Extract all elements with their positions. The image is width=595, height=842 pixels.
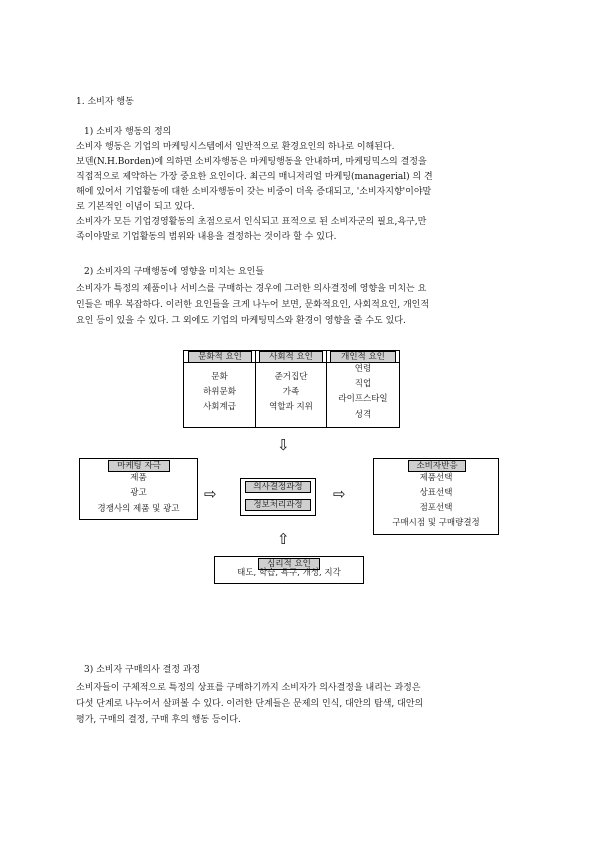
social-factor-header: 사회적 요인 — [259, 351, 323, 363]
right-arrow-icon: ⇨ — [333, 485, 346, 503]
consumer-response-item: 점포선택 — [419, 503, 453, 513]
information-processing-label: 정보처리과정 — [245, 499, 311, 511]
paragraph-line: 소비자가 특정의 제품이나 서비스를 구매하는 경우에 그러한 의사결정에 영향을 미치는 요 — [76, 284, 427, 294]
subsection-2-title: 2) 소비자의 구매행동에 영향을 미치는 요인들 — [84, 267, 265, 277]
paragraph-line: 소비자 행동은 기업의 마케팅시스템에서 일반적으로 환경요인의 하나로 이해된다. — [76, 142, 395, 152]
personal-factor-header: 개인적 요인 — [330, 351, 396, 363]
paragraph-line: 직접적으로 제약하는 가장 중요한 요인이다. 최근의 매니저리얼 마케팅(managerial) 의 견 — [76, 172, 433, 182]
cultural-factor-item: 하위문화 — [203, 387, 236, 397]
marketing-stimuli-item: 경쟁사의 제품 및 광고 — [97, 504, 180, 514]
marketing-stimuli-item: 광고 — [130, 488, 147, 498]
paragraph-line: 요인 등이 있을 수 있다. 그 외에도 기업의 마케팅믹스와 환경이 영향을 줄 수도 있다. — [76, 316, 406, 326]
down-arrow-icon: ⇩ — [277, 436, 290, 454]
social-factor-item: 가족 — [282, 387, 300, 397]
cultural-factor-item: 사회계급 — [203, 402, 236, 412]
paragraph-line: 보덴(N.H.Borden)에 의하면 소비자행동은 마케팅행동을 안내하며, 마케팅믹스의 결정을 — [76, 157, 427, 167]
marketing-stimuli-item: 제품 — [130, 473, 147, 483]
psychological-factors-items: 태도, 학습, 욕구, 개성, 지각 — [237, 568, 341, 578]
paragraph-line: 로 기본적인 이념이 되고 있다. — [76, 202, 195, 212]
consumer-response-item: 구매시점 및 구매량결정 — [392, 518, 480, 528]
paragraph-line: 소비자들이 구체적으로 특정의 상표를 구매하기까지 소비자가 의사결정을 내리는 과정은 — [76, 683, 421, 693]
up-arrow-icon: ⇧ — [277, 530, 290, 548]
cultural-factor-item: 문화 — [211, 372, 228, 382]
consumer-response-item: 제품선택 — [419, 473, 453, 483]
paragraph-line: 인들은 매우 복잡하다. 이러한 요인들을 크게 나누어 보면, 문화적요인, 사회적요인, 개인적 — [76, 300, 430, 310]
paragraph-line: 다섯 단계로 나누어서 살펴볼 수 있다. 이러한 단계들은 문제의 인식, 대안의 탐색, 대안의 — [76, 699, 424, 709]
cultural-factor-header: 문화적 요인 — [188, 351, 252, 363]
subsection-1-title: 1) 소비자 행동의 정의 — [84, 127, 172, 137]
consumer-response-item: 상표선택 — [419, 488, 453, 498]
consumer-response-header: 소비자반응 — [408, 460, 466, 472]
paragraph-line: 소비자가 모든 기업경영활동의 초점으로서 인식되고 표적으로 된 소비자군의 필요,욕구,만 — [76, 217, 427, 227]
personal-factor-item: 연령 — [354, 364, 372, 374]
decision-process-label: 의사결정과정 — [245, 481, 311, 493]
personal-factor-item: 성격 — [354, 410, 372, 420]
right-arrow-icon: ⇨ — [204, 485, 217, 503]
paragraph-line: 평가, 구매의 결정, 구매 후의 행동 등이다. — [76, 715, 241, 725]
section-heading: 1. 소비자 행동 — [76, 97, 134, 107]
personal-factor-item: 직업 — [354, 379, 372, 389]
social-factor-item: 준거집단 — [274, 372, 308, 382]
psychological-factors-header: 심리적 요인 — [258, 558, 320, 570]
paragraph-line: 족이야말로 기업활동의 범위와 내용을 결정하는 것이라 할 수 있다. — [76, 232, 337, 242]
paragraph-line: 해에 있어서 기업활동에 대한 소비자행동이 갖는 비중이 더욱 증대되고, '소비자지향'이야말 — [76, 187, 432, 197]
marketing-stimuli-header: 마케팅 자극 — [108, 460, 170, 472]
personal-factor-item: 라이프스타일 — [338, 394, 388, 404]
subsection-3-title: 3) 소비자 구매의사 결정 과정 — [84, 665, 201, 675]
social-factor-item: 역할과 지위 — [269, 402, 313, 412]
